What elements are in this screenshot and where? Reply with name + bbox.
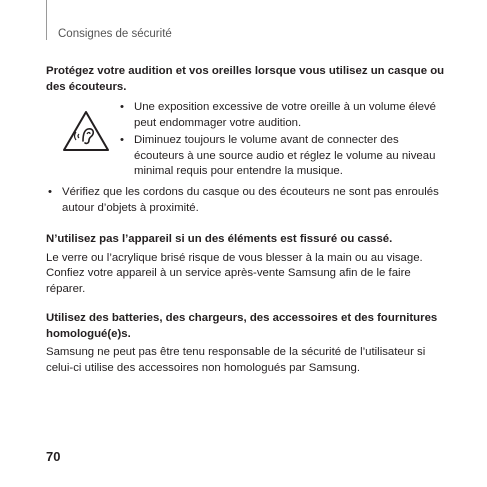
hearing-warning-icon (62, 110, 110, 152)
section-heading: N’utilisez pas l’appareil si un des éléments est fissuré ou cassé. (46, 233, 393, 245)
page-header: Consignes de sécurité (58, 28, 172, 40)
section-body: Le verre ou l’acrylique brisé risque de vous blesser à la main ou au visage. Confiez votre appareil à un service après-vente Samsung afin de le faire réparer. (46, 251, 423, 295)
section-cracked-device (46, 232, 446, 297)
bullet-text: Une exposition excessive de votre oreille à un volume élevé peut endommager votre audition. (134, 101, 437, 129)
page-content (46, 64, 446, 376)
section-heading: Protégez votre audition et vos oreilles lorsque vous utilisez un casque ou des écouteurs. (46, 65, 445, 93)
section-heading: Utilisez des batteries, des chargeurs, des accessoires et des fournitures homologué(e)s. (46, 312, 438, 340)
warning-block (46, 100, 446, 183)
bullet-item: • Une exposition excessive de votre oreille à un volume élevé peut endommager votre audition. (120, 101, 437, 129)
warning-bullets (118, 100, 448, 182)
section-hearing (46, 64, 446, 216)
bullet-text: Vérifiez que les cordons du casque ou des écouteurs ne sont pas enroulés autour d’objets à proximité. (62, 186, 439, 214)
section-body: Samsung ne peut pas être tenu responsable de la sécurité de l’utilisateur si celui-ci utilise des accessoires non homologués par Samsung. (46, 346, 426, 374)
section-approved-accessories (46, 311, 446, 376)
bullet-item: • Vérifiez que les cordons du casque ou des écouteurs ne sont pas enroulés autour d’objets à proximité. (48, 186, 439, 214)
header-rule (46, 0, 47, 40)
bullet-text: Diminuez toujours le volume avant de connecter des écouteurs à une source audio et réglez le volume au niveau minimal requis pour entendre la musique. (134, 134, 436, 177)
bullet-item: • Diminuez toujours le volume avant de connecter des écouteurs à une source audio et réglez le volume au niveau minimal requis pour entendre la musique. (120, 134, 436, 177)
page-number: 70 (46, 449, 61, 464)
